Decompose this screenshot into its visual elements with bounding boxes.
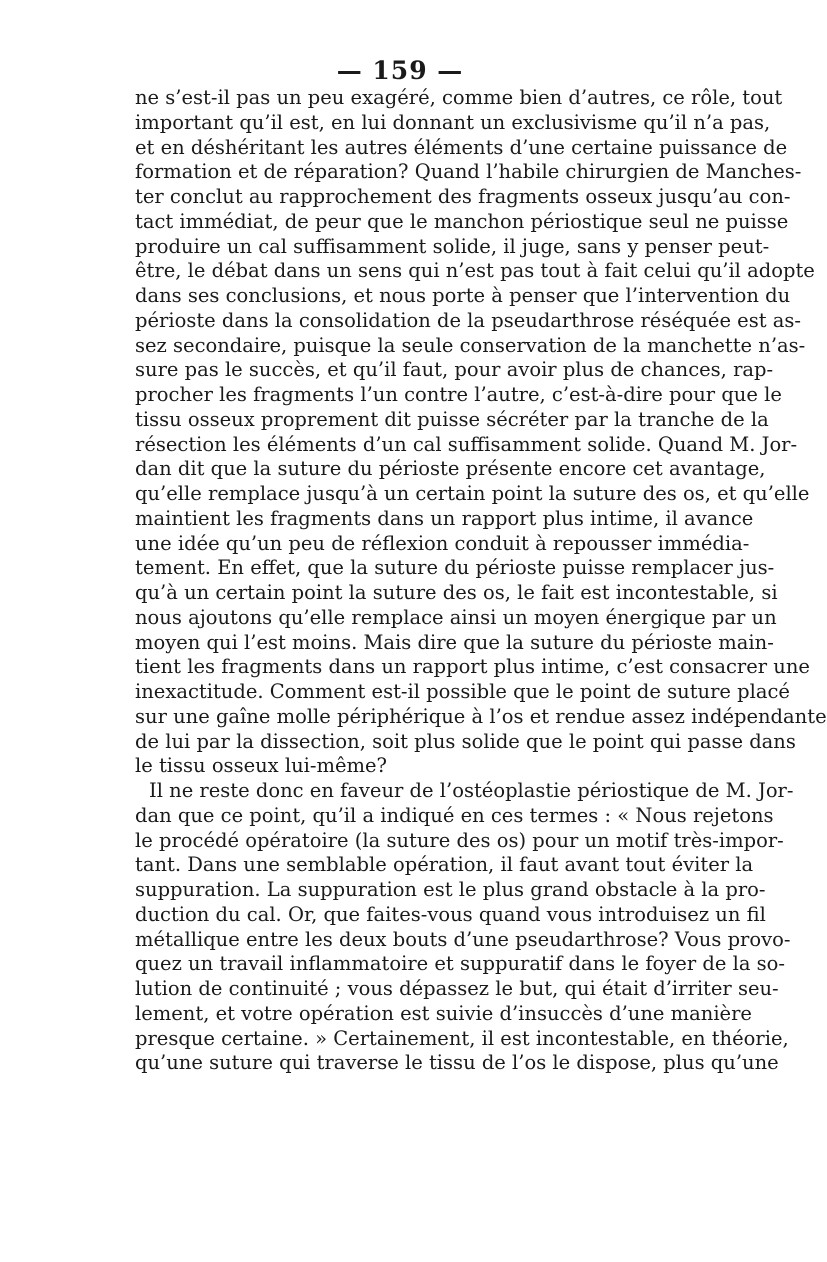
text-line: et en déshéritant les autres éléments d’une certaine puissance de bbox=[135, 135, 788, 159]
text-line: le tissu osseux lui-même? bbox=[135, 754, 388, 778]
text-line: quez un travail inflammatoire et suppuratif dans le foyer de la so- bbox=[135, 952, 785, 976]
text-line: lution de continuité ; vous dépassez le but, qui était d’irriter seu- bbox=[135, 977, 779, 1000]
text-line: qu’une suture qui traverse le tissu de l’os le dispose, plus qu’une bbox=[135, 1051, 779, 1075]
text-line: suppuration. La suppuration est le plus grand obstacle à la pro- bbox=[135, 878, 766, 901]
text-line: qu’à un certain point la suture des os, le fait est incontestable, si bbox=[135, 581, 778, 604]
text-line: ter conclut au rapprochement des fragments osseux jusqu’au con- bbox=[135, 185, 791, 208]
text-line: duction du cal. Or, que faites-vous quand vous introduisez un fil bbox=[135, 902, 766, 926]
text-line: dans ses conclusions, et nous porte à penser que l’intervention du bbox=[135, 284, 791, 307]
text-line: résection les éléments d’un cal suffisamment solide. Quand M. Jor- bbox=[135, 432, 798, 456]
page-number: — 159 — bbox=[336, 56, 464, 85]
paragraph-1 bbox=[135, 86, 827, 779]
text-line: le procédé opératoire (la suture des os) pour un motif très-impor- bbox=[135, 828, 784, 852]
text-line: inexactitude. Comment est-il possible que le point de suture placé bbox=[135, 680, 790, 703]
text-line: presque certaine. » Certainement, il est incontestable, en théorie, bbox=[135, 1026, 789, 1050]
text-line: produire un cal suffisamment solide, il juge, sans y penser peut- bbox=[135, 234, 770, 258]
text-line: métallique entre les deux bouts d’une pseudarthrose? Vous provo- bbox=[135, 927, 791, 951]
text-line: de lui par la dissection, soit plus solide que le point qui passe dans bbox=[135, 729, 796, 753]
text-line: qu’elle remplace jusqu’à un certain point la suture des os, et qu’elle bbox=[135, 482, 810, 505]
text-line: sure pas le succès, et qu’il faut, pour avoir plus de chances, rap- bbox=[135, 358, 774, 382]
paragraph-2 bbox=[135, 779, 794, 1076]
text-line: ne s’est-il pas un peu exagéré, comme bien d’autres, ce rôle, tout bbox=[135, 86, 783, 109]
text-line: périoste dans la consolidation de la pseudarthrose réséquée est as- bbox=[135, 308, 801, 332]
text-line: lement, et votre opération est suivie d’insuccès d’une manière bbox=[135, 1001, 752, 1025]
text-line: sur une gaîne molle périphérique à l’os et rendue assez indépendante bbox=[135, 704, 827, 728]
text-line: formation et de réparation? Quand l’habile chirurgien de Manches- bbox=[135, 160, 802, 184]
text-line: sez secondaire, puisque la seule conservation de la manchette n’as- bbox=[135, 333, 806, 357]
text-line: être, le débat dans un sens qui n’est pas tout à fait celui qu’il adopte bbox=[135, 259, 815, 283]
text-line: tact immédiat, de peur que le manchon périostique seul ne puisse bbox=[135, 209, 789, 233]
text-line: moyen qui l’est moins. Mais dire que la suture du périoste main- bbox=[135, 630, 774, 654]
text-line: nous ajoutons qu’elle remplace ainsi un moyen énergique par un bbox=[135, 605, 777, 629]
text-line: dan que ce point, qu’il a indiqué en ces termes : « Nous rejetons bbox=[135, 803, 774, 827]
text-line: dan dit que la suture du périoste présente encore cet avantage, bbox=[135, 457, 766, 481]
text-line: tement. En effet, que la suture du périoste puisse remplacer jus- bbox=[135, 556, 775, 580]
text-line: maintient les fragments dans un rapport plus intime, il avance bbox=[135, 506, 754, 530]
text-line: une idée qu’un peu de réflexion conduit à repousser immédia- bbox=[135, 531, 750, 555]
body-text bbox=[135, 86, 827, 1076]
text-line: Il ne reste donc en faveur de l’ostéoplastie périostique de M. Jor- bbox=[149, 779, 794, 802]
text-line: procher les fragments l’un contre l’autre, c’est-à-dire pour que le bbox=[135, 383, 782, 406]
text-line: tient les fragments dans un rapport plus intime, c’est consacrer une bbox=[135, 655, 810, 679]
text-line: tissu osseux proprement dit puisse sécréter par la tranche de la bbox=[135, 407, 769, 431]
text-line: important qu’il est, en lui donnant un exclusivisme qu’il n’a pas, bbox=[135, 110, 771, 134]
text-line: tant. Dans une semblable opération, il faut avant tout éviter la bbox=[135, 853, 754, 877]
